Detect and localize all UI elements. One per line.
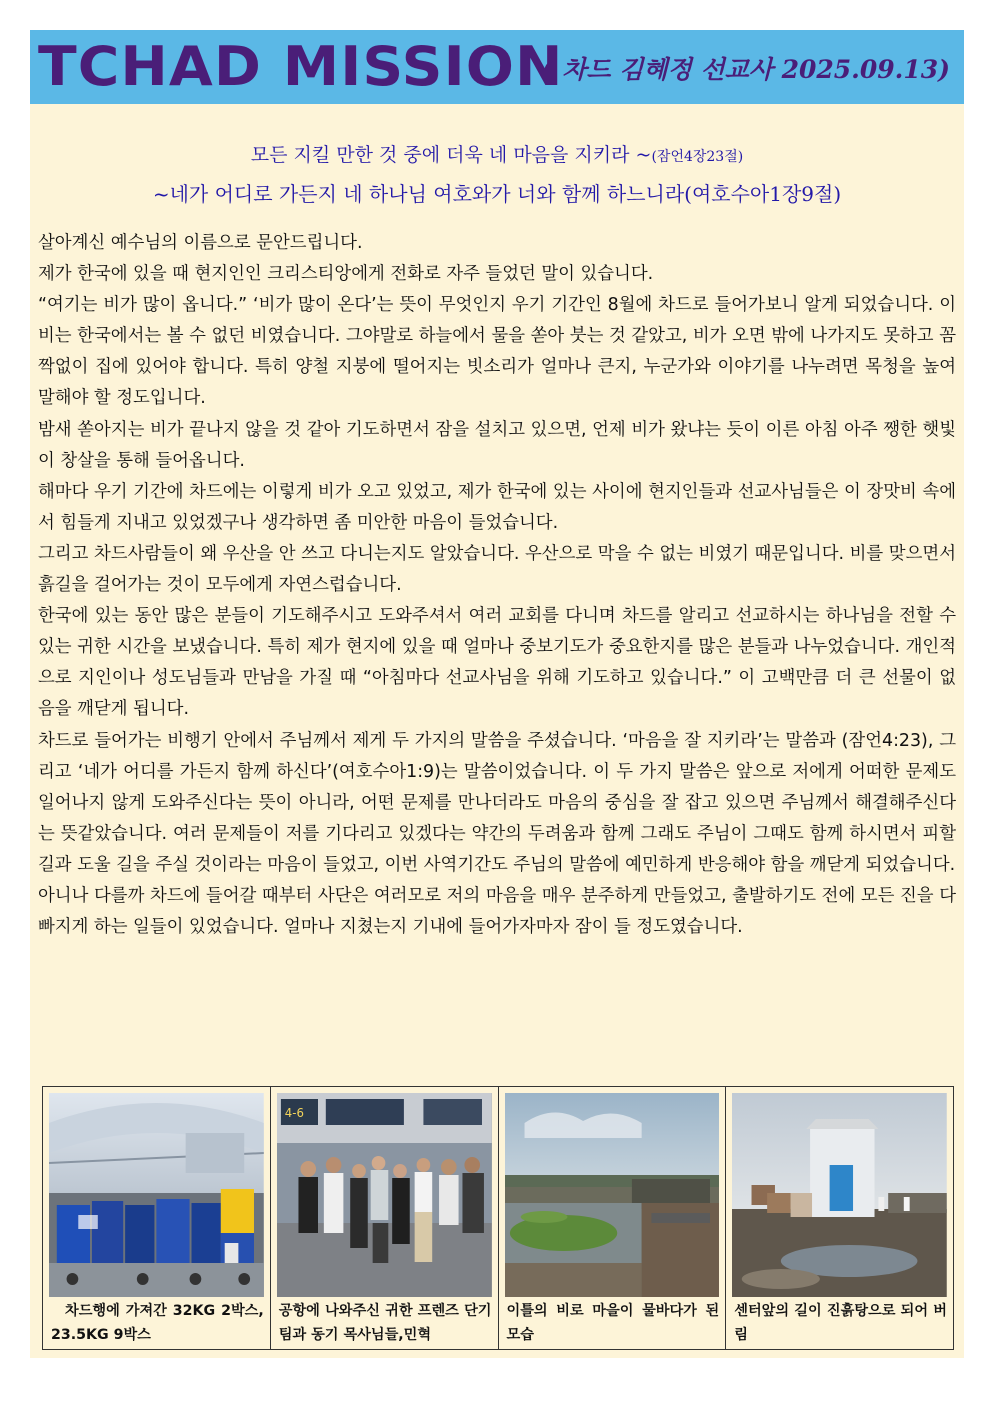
paragraph: 아니나 다를까 차드에 들어갈 때부터 사단은 여러모로 저의 마음을 매우 분주하게 만들었고, 출발하기도 전에 모든 진을 다 빠지게 하는 일들이 있었습니다. 얼마나 지쳤는지 기내에 들어가자마자 잠이 들 정도였습니다.	[38, 885, 956, 938]
mission-title: TCHAD MISSION	[38, 35, 564, 98]
photo-cell-flood	[499, 1087, 727, 1349]
photo-muddy-road	[732, 1093, 947, 1297]
header-banner	[30, 30, 964, 104]
photo-caption: 이틀의 비로 마을이 물바다가 된 모습	[506, 1303, 720, 1343]
photo-airport-luggage	[49, 1093, 264, 1297]
verse-1-text: 모든 지킬 만한 것 중에 더욱 네 마음을 지키라 ~	[250, 144, 652, 166]
paragraph: 제가 한국에 있을 때 현지인인 크리스티앙에게 전화로 자주 들었던 말이 있습니다.	[38, 264, 654, 285]
photo-caption: 센터앞의 길이 진흙탕으로 되어 버림	[734, 1303, 947, 1343]
paragraph: 한국에 있는 동안 많은 분들이 기도해주시고 도와주셔서 여러 교회를 다니며 차드를 알리고 선교하시는 하나님을 전할 수 있는 귀한 시간을 보냈습니다. 특히 제가 현지에 있을 때 얼마나 중보기도가 중요한지를 많은 분들과 나누었습니다. 개인적으로 지인이나 성도님들과 만남을 가질 때 “아침마다 선교사님을 위해 기도하고 있습니다.” 이 고백만큼 더 큰 선물이 없음을 깨닫게 됩니다.	[38, 606, 956, 720]
missionary-date-subtitle: ( 차드 김혜정 선교사 2025.09.13)	[541, 55, 950, 84]
photo-caption: 차드행에 가져간 32KG 2박스, 23.5KG 9박스	[51, 1303, 264, 1343]
paragraph: 살아계신 예수님의 이름으로 문안드립니다.	[38, 233, 363, 253]
photo-flooded-village	[505, 1093, 720, 1297]
verse-line-1	[30, 140, 964, 167]
photo-cell-mud	[726, 1087, 953, 1349]
newsletter-page	[30, 104, 964, 1358]
photo-cell-group	[271, 1087, 499, 1349]
photo-airport-group	[277, 1093, 492, 1297]
gate-sign-text: 4-6	[284, 1105, 304, 1121]
photo-cell-luggage	[43, 1087, 271, 1349]
paragraph: 해마다 우기 기간에 차드에는 이렇게 비가 오고 있었고, 제가 한국에 있는 사이에 현지인들과 선교사님들은 이 장맛비 속에서 힘들게 지내고 있었겠구나 생각하면 좀 미안한 마음이 들었습니다.	[38, 481, 956, 533]
paragraph: 그리고 차드사람들이 왜 우산을 안 쓰고 다니는지도 알았습니다. 우산으로 막을 수 없는 비였기 때문입니다. 비를 맞으면서 흙길을 걸어가는 것이 모두에게 자연스럽습니다.	[38, 543, 956, 596]
paragraph: 차드로 들어가는 비행기 안에서 주님께서 제게 두 가지의 말씀을 주셨습니다. ‘마음을 잘 지키라’는 말씀과 (잠언4:23), 그리고 ‘네가 어디를 가든지 함께 하신다’(여호수아1:9)는 말씀이었습니다. 이 두 가지 말씀은 앞으로 저에게 어떠한 문제도 일어나지 않게 도와주신다는 뜻이 아니라, 어떤 문제를 만나더라도 마음의 중심을 잘 잡고 있으면 주님께서 해결해주신다는 뜻같았습니다. 여러 문제들이 저를 기다리고 있겠다는 약간의 두려움과 함께 그래도 주님이 그때도 함께 하시면서 피할 길과 도울 길을 주실 것이라는 마음이 들었고, 이번 사역기간도 주님의 말씀에 예민하게 반응해야 함을 깨닫게 되었습니다.	[38, 730, 956, 875]
letter-body	[38, 228, 956, 943]
verse-1-reference: (잠언4장23절)	[651, 149, 744, 165]
paragraph: 밤새 쏟아지는 비가 끝나지 않을 것 같아 기도하면서 잠을 설치고 있으면, 언제 비가 왔냐는 듯이 이른 아침 아주 쨍한 햇빛이 창살을 통해 들어옵니다.	[38, 419, 956, 471]
verse-line-2: ~네가 어디로 가든지 네 하나님 여호와가 너와 함께 하느니라(여호수아1장9절)	[152, 182, 842, 206]
photo-caption: 공항에 나와주신 귀한 프렌즈 단기팀과 동기 목사님들,민혁	[278, 1303, 492, 1343]
paragraph: “여기는 비가 많이 옵니다.” ‘비가 많이 온다’는 뜻이 무엇인지 우기 기간인 8월에 차드로 들어가보니 알게 되었습니다. 이비는 한국에서는 볼 수 없던 비였습니다. 그야말로 하늘에서 물을 쏟아 붓는 것 같았고, 비가 오면 밖에 나가지도 못하고 꼼짝없이 집에 있어야 합니다. 특히 양철 지붕에 떨어지는 빗소리가 얼마나 큰지, 누군가와 이야기를 나누려면 목청을 높여 말해야 할 정도입니다.	[38, 295, 956, 409]
photo-table	[42, 1086, 954, 1350]
